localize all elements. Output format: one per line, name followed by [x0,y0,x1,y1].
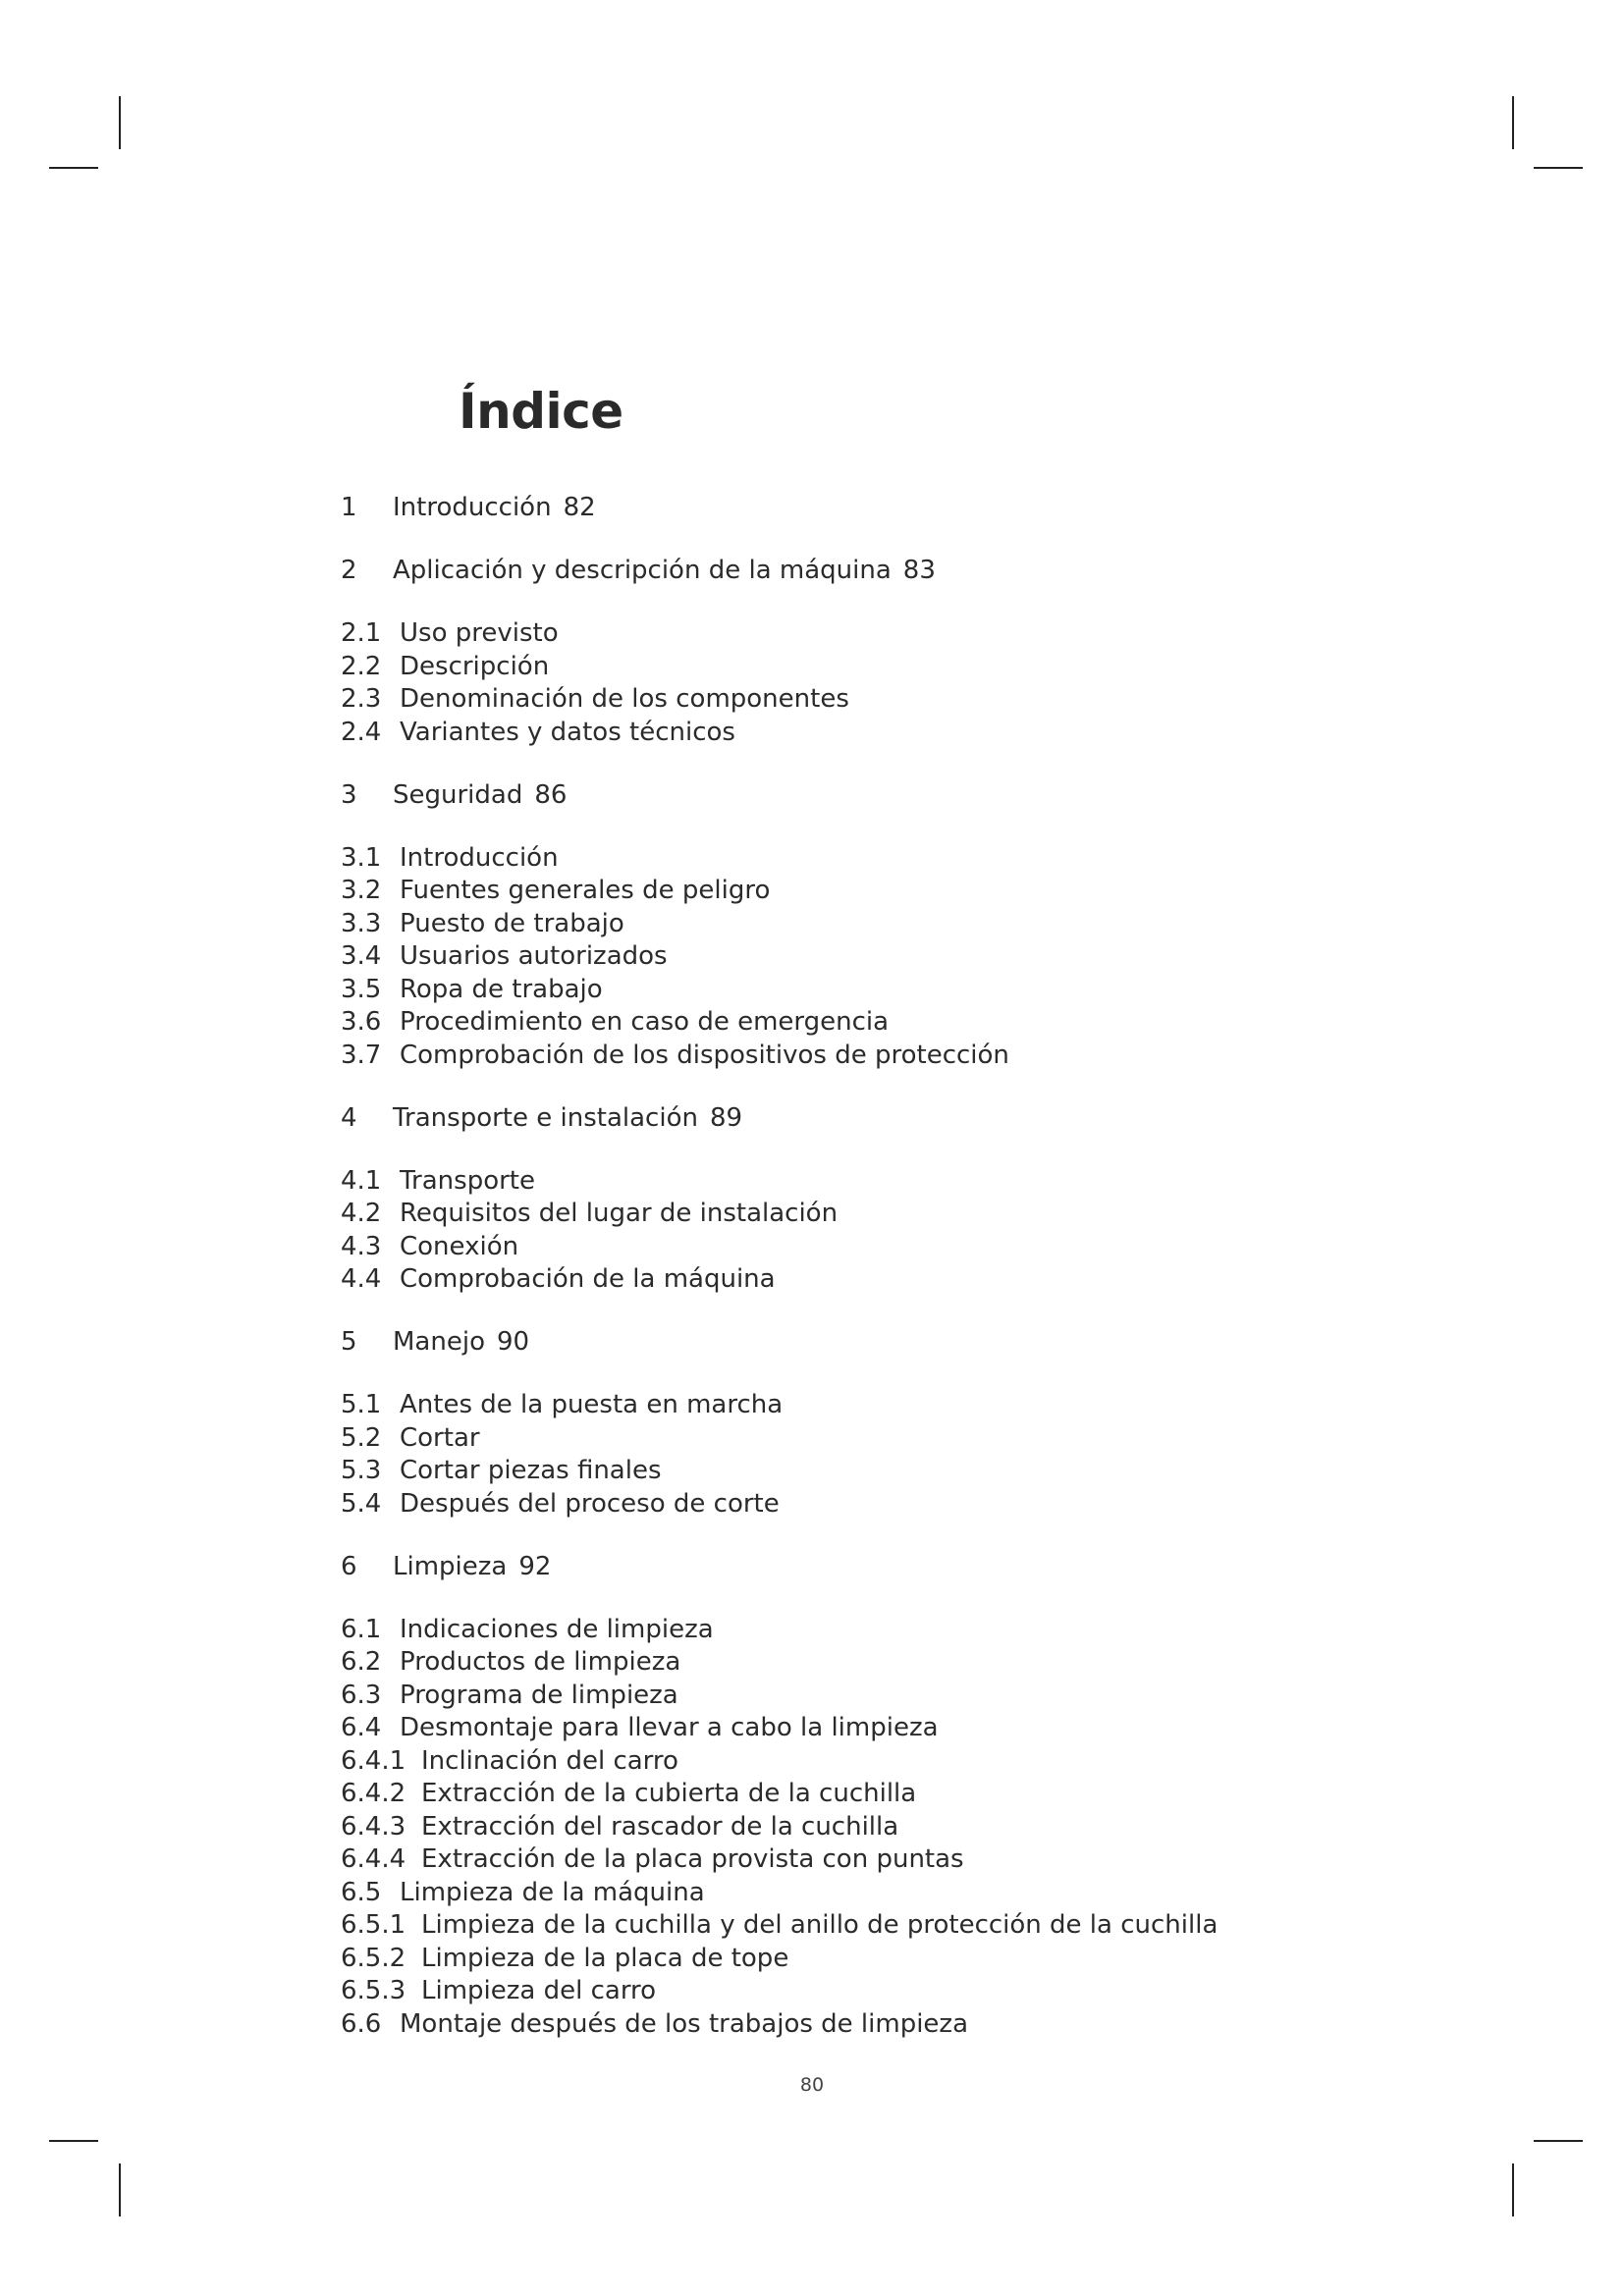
toc-entry[interactable] [341,1234,518,1259]
toc-entry[interactable] [341,1392,783,1417]
toc-entry[interactable] [341,878,770,903]
toc-entry[interactable] [341,1814,898,1840]
toc-entry[interactable] [341,1168,535,1194]
toc-entry[interactable] [341,1682,678,1708]
toc-entry-title: Uso previsto [400,618,559,648]
toc-entry-title: Después del proceso de corte [400,1489,780,1519]
toc-entry[interactable] [341,1781,916,1806]
toc-entry-number: 5.1 [341,1390,382,1419]
toc-entry-number: 3 [341,780,357,810]
toc-entry[interactable] [341,558,936,583]
toc-entry-title: Introducción [393,493,552,522]
toc-entry-page: 89 [709,1103,743,1133]
toc-entry-number: 5.2 [341,1423,382,1453]
crop-mark-top-left-horizontal [49,167,98,169]
toc-entry-number: 6.1 [341,1615,382,1644]
toc-entry[interactable] [341,845,559,871]
toc-entry-title: Requisitos del lugar de instalación [400,1199,839,1228]
toc-entry[interactable] [341,1458,662,1483]
toc-entry[interactable] [341,686,849,712]
toc-entry-title: Ropa de trabajo [400,975,603,1004]
toc-entry-number: 5.3 [341,1456,382,1485]
toc-entry-number: 6.3 [341,1681,382,1710]
toc-entry[interactable] [341,782,567,808]
toc-entry-number: 6.2 [341,1647,382,1677]
toc-entry-title: Procedimiento en caso de emergencia [400,1007,890,1037]
toc-entry-page: 90 [496,1327,530,1357]
toc-entry[interactable] [341,977,603,1002]
toc-entry-number: 2.2 [341,652,382,681]
toc-entry-title: Fuentes generales de peligro [400,876,771,905]
toc-entry-number: 6.5.3 [341,1976,406,2005]
toc-entry-title: Limpieza de la máquina [400,1878,705,1907]
toc-entry[interactable] [341,1266,776,1292]
toc-entry-number: 6.4.1 [341,1746,406,1776]
crop-mark-top-left-vertical [119,96,121,149]
toc-entry-title: Denominación de los componentes [400,684,849,714]
toc-entry[interactable] [341,1978,656,2003]
toc-entry-number: 6.5.2 [341,1944,406,1973]
toc-entry-title: Limpieza de la placa de tope [421,1944,789,1973]
toc-entry-title: Antes de la puesta en marcha [400,1390,784,1419]
toc-entry-title: Limpieza [393,1552,508,1581]
toc-entry-title: Extracción de la cubierta de la cuchilla [421,1779,917,1808]
toc-entry[interactable] [341,1105,742,1131]
toc-entry-title: Introducción [400,843,559,873]
toc-entry-number: 3.5 [341,975,382,1004]
toc-entry[interactable] [341,1201,838,1226]
toc-entry-title: Descripción [400,652,550,681]
toc-entry-number: 5.4 [341,1489,382,1519]
toc-entry[interactable] [341,1649,680,1675]
toc-entry-number: 3.1 [341,843,382,873]
crop-mark-bottom-right-horizontal [1534,2140,1583,2142]
toc-entry-number: 6.4.3 [341,1812,406,1842]
toc-entry-number: 2 [341,556,357,585]
toc-entry-title: Transporte [400,1166,535,1196]
toc-entry-number: 4.1 [341,1166,382,1196]
toc-entry-title: Comprobación de la máquina [400,1264,776,1294]
toc-entry[interactable] [341,1912,1218,1938]
toc-entry-title: Comprobación de los dispositivos de protección [400,1041,1009,1070]
toc-entry-page: 92 [518,1552,552,1581]
toc-entry-number: 2.3 [341,684,382,714]
toc-entry-number: 4.4 [341,1264,382,1294]
toc-entry-number: 3.7 [341,1041,382,1070]
toc-entry[interactable] [341,1880,705,1905]
toc-entry-title: Programa de limpieza [400,1681,678,1710]
toc-entry-number: 6.5 [341,1878,382,1907]
crop-mark-bottom-left-horizontal [49,2140,98,2142]
crop-mark-bottom-left-vertical [119,2163,121,2216]
toc-entry-number: 2.1 [341,618,382,648]
toc-entry-title: Variantes y datos técnicos [400,718,735,747]
toc-entry[interactable] [341,1042,1009,1068]
page-title: Índice [459,383,623,440]
toc-entry-title: Indicaciones de limpieza [400,1615,714,1644]
toc-entry-number: 1 [341,493,357,522]
page-number: 80 [799,2074,825,2096]
toc-entry-title: Extracción de la placa provista con puntas [421,1844,964,1874]
toc-entry-title: Transporte e instalación [393,1103,698,1133]
toc-entry-title: Productos de limpieza [400,1647,681,1677]
toc-entry-number: 3.4 [341,941,382,971]
toc-entry-title: Extracción del rascador de la cuchilla [421,1812,899,1842]
toc-entry-title: Conexión [400,1232,519,1261]
toc-entry[interactable] [341,1748,678,1774]
toc-entry-title: Limpieza de la cuchilla y del anillo de protección de la cuchilla [421,1910,1218,1940]
toc-entry-title: Desmontaje para llevar a cabo la limpieza [400,1713,939,1742]
toc-entry-title: Limpieza del carro [421,1976,657,2005]
toc-entry[interactable] [341,495,596,520]
toc-entry-title: Inclinación del carro [421,1746,678,1776]
toc-entry[interactable] [341,720,735,745]
toc-entry[interactable] [341,911,624,936]
toc-entry[interactable] [341,2011,968,2037]
toc-entry[interactable] [341,1715,939,1740]
toc-entry-number: 4 [341,1103,357,1133]
toc-entry[interactable] [341,1554,551,1579]
toc-entry-title: Seguridad [393,780,523,810]
toc-entry[interactable] [341,1846,964,1872]
toc-entry[interactable] [341,1946,788,1971]
toc-entry-number: 6.4.4 [341,1844,406,1874]
toc-entry-page: 82 [563,493,596,522]
toc-entry[interactable] [341,1329,529,1355]
toc-entry-number: 6 [341,1552,357,1581]
toc-entry-number: 3.2 [341,876,382,905]
toc-entry-page: 86 [534,780,568,810]
toc-entry-number: 6.4 [341,1713,382,1742]
toc-entry-number: 6.6 [341,2009,382,2039]
toc-entry-number: 2.4 [341,718,382,747]
toc-entry-title: Aplicación y descripción de la máquina [393,556,892,585]
toc-entry-title: Cortar [400,1423,480,1453]
toc-entry-number: 3.3 [341,909,382,938]
toc-entry-title: Puesto de trabajo [400,909,624,938]
toc-entry-number: 4.3 [341,1232,382,1261]
toc-entry[interactable] [341,1425,480,1451]
toc-entry-page: 83 [902,556,936,585]
toc-entry[interactable] [341,1491,780,1517]
toc-entry[interactable] [341,1617,714,1642]
toc-entry-number: 6.4.2 [341,1779,406,1808]
toc-entry-number: 3.6 [341,1007,382,1037]
toc-entry-number: 4.2 [341,1199,382,1228]
toc-entry-title: Montaje después de los trabajos de limpieza [400,2009,969,2039]
table-of-contents [341,0,1519,2296]
toc-entry-title: Manejo [393,1327,485,1357]
toc-entry[interactable] [341,1009,889,1035]
toc-entry[interactable] [341,943,668,969]
toc-entry-number: 6.5.1 [341,1910,406,1940]
toc-entry-title: Cortar piezas finales [400,1456,662,1485]
toc-entry-title: Usuarios autorizados [400,941,668,971]
toc-entry-number: 5 [341,1327,357,1357]
crop-mark-top-right-horizontal [1534,167,1583,169]
toc-entry[interactable] [341,654,549,679]
toc-entry[interactable] [341,620,559,646]
